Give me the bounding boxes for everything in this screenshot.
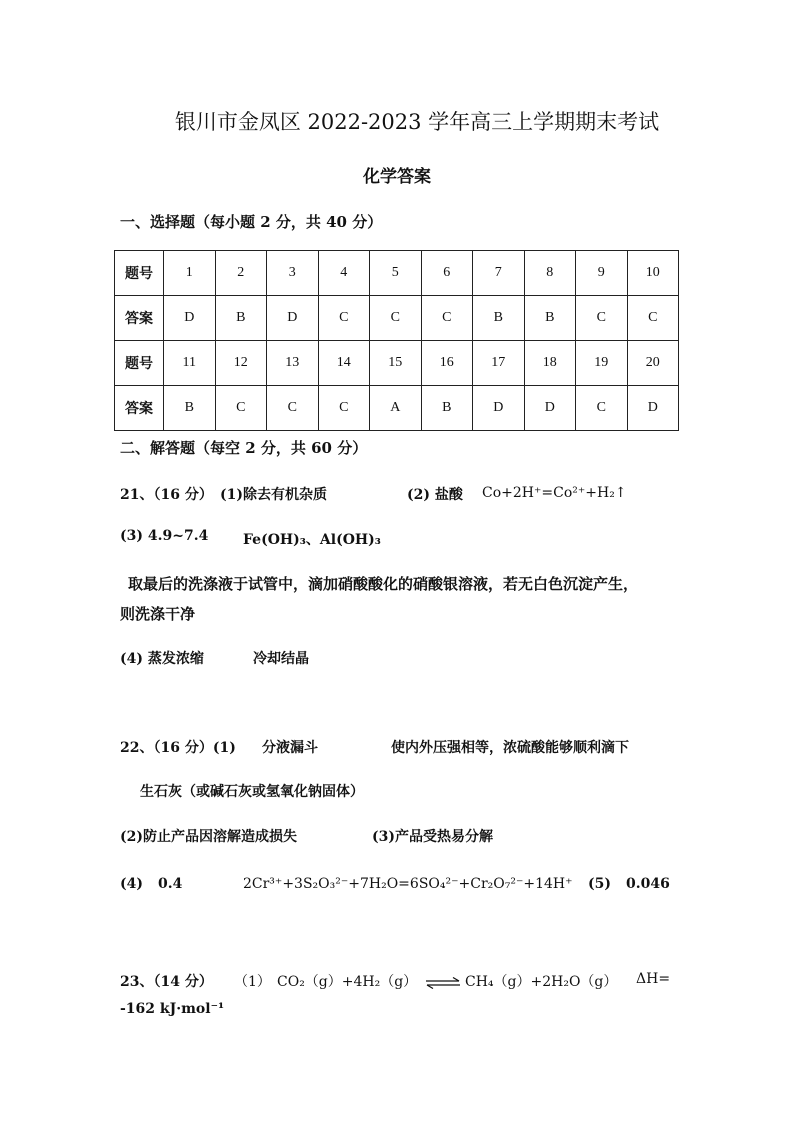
q21-part3-conclusion: 则洗涤干净 xyxy=(120,605,196,623)
q21-label: 21、（16 分） xyxy=(120,487,213,503)
table-cell: D xyxy=(473,386,525,431)
table-row xyxy=(115,386,679,431)
table-row-header: 题号 xyxy=(115,341,164,386)
table-cell: 12 xyxy=(215,341,267,386)
table-cell: B xyxy=(421,386,473,431)
q22-part2: (2)防止产品因溶解造成损失 xyxy=(120,829,297,845)
q21-part2: (2) 盐酸 xyxy=(407,487,463,503)
table-row-header: 答案 xyxy=(115,386,164,431)
table-cell: A xyxy=(370,386,422,431)
table-cell: C xyxy=(576,386,628,431)
table-cell: 6 xyxy=(421,251,473,296)
table-cell: 4 xyxy=(318,251,370,296)
section-heading-choice: 一、选择题（每小题 2 分，共 40 分） xyxy=(120,213,383,231)
table-cell: 5 xyxy=(370,251,422,296)
table-cell: 9 xyxy=(576,251,628,296)
q23-part1: （1） xyxy=(234,974,271,990)
table-cell: 13 xyxy=(267,341,319,386)
table-cell: B xyxy=(215,296,267,341)
equilibrium-arrow-icon xyxy=(425,974,461,993)
answer-table xyxy=(114,250,679,431)
table-cell: 19 xyxy=(576,341,628,386)
table-cell: 1 xyxy=(164,251,216,296)
table-row xyxy=(115,296,679,341)
table-cell: C xyxy=(267,386,319,431)
table-cell: 11 xyxy=(164,341,216,386)
table-cell: 7 xyxy=(473,251,525,296)
q21-part3-wash-test: 取最后的洗涤液于试管中，滴加硝酸酸化的硝酸银溶液，若无白色沉淀产生， xyxy=(128,575,639,593)
q21-part3-precipitates: Fe(OH)₃、Al(OH)₃ xyxy=(243,532,381,548)
q23-enthalpy-value: -162 kJ·mol⁻¹ xyxy=(120,1001,225,1017)
q23-equation-left: CO₂（g）+4H₂（g） xyxy=(277,974,418,990)
page-title: 银川市金凤区 2022-2023 学年高三上学期期末考试 xyxy=(174,110,660,134)
table-cell: 16 xyxy=(421,341,473,386)
q21-part1: (1)除去有机杂质 xyxy=(220,487,327,503)
table-cell: C xyxy=(370,296,422,341)
q22-part4-equation: 2Cr³⁺+3S₂O₃²⁻+7H₂O=6SO₄²⁻+Cr₂O₇²⁻+14H⁺ xyxy=(243,876,573,892)
table-cell: C xyxy=(627,296,679,341)
table-row-header: 答案 xyxy=(115,296,164,341)
table-cell: 14 xyxy=(318,341,370,386)
table-row-header: 题号 xyxy=(115,251,164,296)
table-cell: D xyxy=(267,296,319,341)
page-subtitle: 化学答案 xyxy=(363,167,431,187)
table-cell: D xyxy=(164,296,216,341)
table-cell: B xyxy=(524,296,576,341)
table-cell: C xyxy=(318,296,370,341)
q23-enthalpy-label: ΔH= xyxy=(636,971,671,987)
table-cell: 15 xyxy=(370,341,422,386)
table-cell: C xyxy=(318,386,370,431)
table-cell: B xyxy=(473,296,525,341)
q22-part4-value: 0.4 xyxy=(158,876,183,892)
q22-part1-a: 分液漏斗 xyxy=(262,740,318,756)
q22-part1-c: 生石灰（或碱石灰或氢氧化钠固体） xyxy=(140,784,364,800)
q21-part4: (4) 蒸发浓缩 xyxy=(120,651,204,667)
table-cell: D xyxy=(627,386,679,431)
q22-part5-value: 0.046 xyxy=(626,876,670,892)
q22-part4: (4) xyxy=(120,876,143,892)
table-cell: C xyxy=(421,296,473,341)
q21-part3: (3) 4.9~7.4 xyxy=(120,528,209,544)
table-cell: 17 xyxy=(473,341,525,386)
table-cell: C xyxy=(215,386,267,431)
section-heading-answers: 二、解答题（每空 2 分，共 60 分） xyxy=(120,439,368,457)
q21-part4-b: 冷却结晶 xyxy=(253,651,309,667)
table-cell: 10 xyxy=(627,251,679,296)
q23-equation-right: CH₄（g）+2H₂O（g） xyxy=(465,974,618,990)
q22-label: 22、（16 分）(1) xyxy=(120,740,236,756)
table-cell: 20 xyxy=(627,341,679,386)
table-cell: 8 xyxy=(524,251,576,296)
q22-part3: (3)产品受热易分解 xyxy=(372,829,493,845)
q23-label: 23、（14 分） xyxy=(120,974,213,990)
table-cell: 3 xyxy=(267,251,319,296)
table-cell: C xyxy=(576,296,628,341)
table-row xyxy=(115,341,679,386)
q22-part5: (5) xyxy=(588,876,611,892)
table-cell: D xyxy=(524,386,576,431)
table-cell: 2 xyxy=(215,251,267,296)
table-cell: 18 xyxy=(524,341,576,386)
table-row xyxy=(115,251,679,296)
q22-part1-b: 使内外压强相等，浓硫酸能够顺利滴下 xyxy=(391,740,629,756)
table-cell: B xyxy=(164,386,216,431)
q21-part2-equation: Co+2H⁺=Co²⁺+H₂↑ xyxy=(482,485,627,501)
